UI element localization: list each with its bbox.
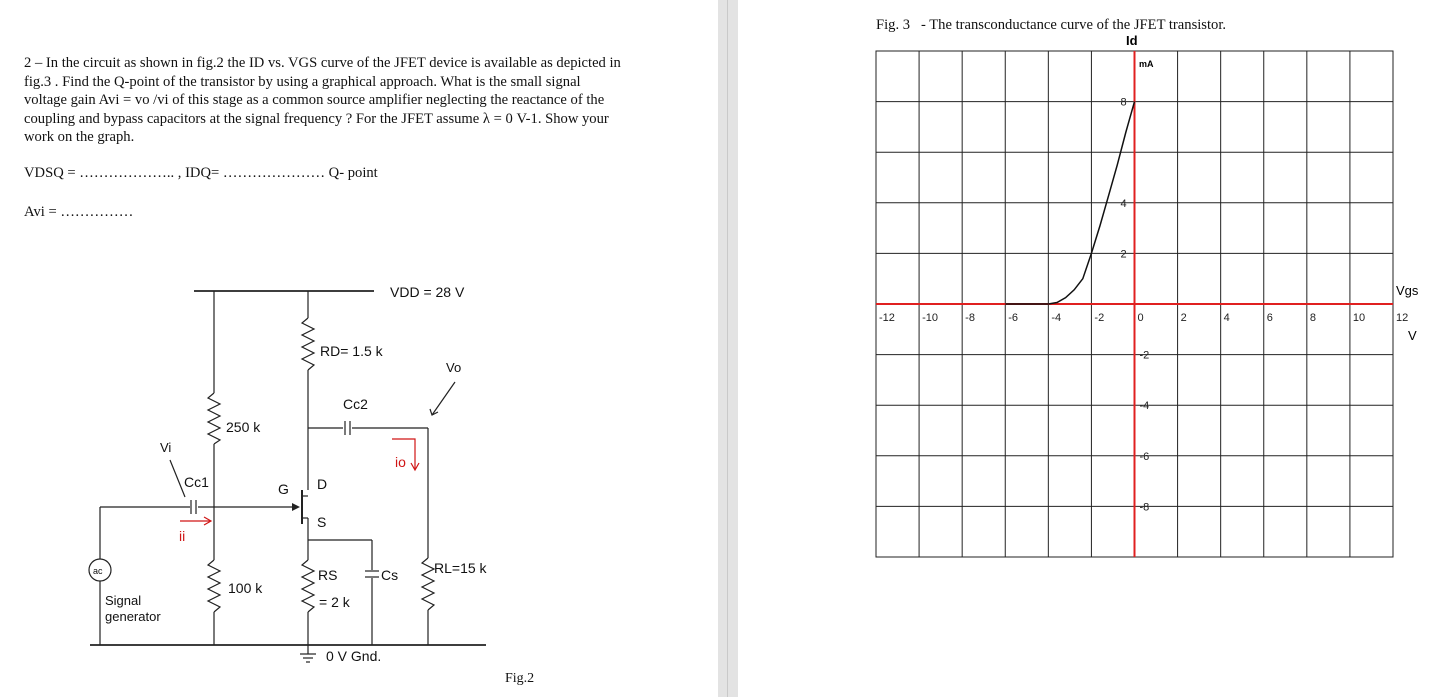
fig2-caption: Fig.2: [505, 671, 535, 686]
x-tick-label: -10: [922, 312, 938, 324]
rs-label: RS: [318, 567, 338, 583]
signal-label-1: Signal: [105, 593, 142, 608]
x-tick-label: 0: [1137, 312, 1144, 324]
problem-text: 2 – In the circuit as shown in fig.2 the ID vs. VGS curve of the JFET device is available as depicted in fig.3 . Find the Q-point of the transistor by using a graphical approach. What is the small signal voltage gain Avi = vo /vi of this stage as a common source amplifier neglecting the reactance of the coupling and bypass capacitors at the signal frequency ? For the JFET assume λ = 0 V-1. Show your work on the graph.: [24, 55, 621, 145]
y-tick-label: 4: [1120, 197, 1127, 210]
x-tick-label: 6: [1266, 312, 1273, 324]
x-tick-label: -2: [1094, 312, 1105, 324]
answer-line-gain: Avi = ……………: [24, 204, 134, 220]
cc1-label: Cc1: [184, 474, 209, 490]
fig3-title: Fig. 3 - The transconductance curve of the JFET transistor.: [876, 17, 1227, 33]
gnd-label: 0 V Gnd.: [326, 648, 382, 664]
v-unit-label: V: [1408, 328, 1417, 343]
y-tick-label: -4: [1139, 400, 1150, 413]
y-tick-label: -8: [1139, 501, 1150, 514]
x-tick-label: -12: [879, 312, 895, 324]
y-tick-label: -6: [1139, 450, 1150, 463]
x-tick-label: -4: [1051, 312, 1062, 324]
x-tick-label: 4: [1223, 312, 1230, 324]
rd-label: RD= 1.5 k: [320, 343, 383, 359]
rs-value-label: = 2 k: [319, 594, 350, 610]
x-tick-label: 12: [1396, 312, 1409, 324]
x-tick-label: 8: [1309, 312, 1316, 324]
id-axis-label: Id: [1126, 33, 1138, 48]
r100-label: 100 k: [228, 580, 263, 596]
x-tick-label: 10: [1352, 312, 1366, 324]
y-tick-label: 8: [1120, 96, 1127, 109]
vi-label: Vi: [160, 440, 172, 455]
ma-unit-label: mA: [1139, 59, 1154, 69]
r250-label: 250 k: [226, 419, 261, 435]
answer-line-q-point: VDSQ = ……………….. , IDQ= ………………… Q- point: [24, 165, 378, 181]
y-tick-label: 2: [1120, 248, 1127, 261]
drain-label: D: [317, 476, 328, 492]
io-label: io: [395, 454, 406, 470]
cs-label: Cs: [381, 567, 399, 583]
vo-label: Vo: [446, 360, 462, 375]
vgs-axis-label: Vgs: [1396, 283, 1419, 298]
x-tick-label: 2: [1180, 312, 1187, 324]
x-tick-label: -6: [1008, 312, 1019, 324]
x-tick-label: -8: [965, 312, 975, 324]
source-label: S: [317, 514, 327, 530]
vdd-label: VDD = 28 V: [390, 284, 465, 300]
rl-label: RL=15 k: [434, 560, 487, 576]
signal-label-2: generator: [105, 609, 161, 624]
cc2-label: Cc2: [343, 396, 368, 412]
ii-label: ii: [179, 528, 186, 544]
y-tick-label: -2: [1139, 349, 1150, 362]
gate-label: G: [278, 481, 289, 497]
ac-label: ac: [93, 566, 103, 576]
